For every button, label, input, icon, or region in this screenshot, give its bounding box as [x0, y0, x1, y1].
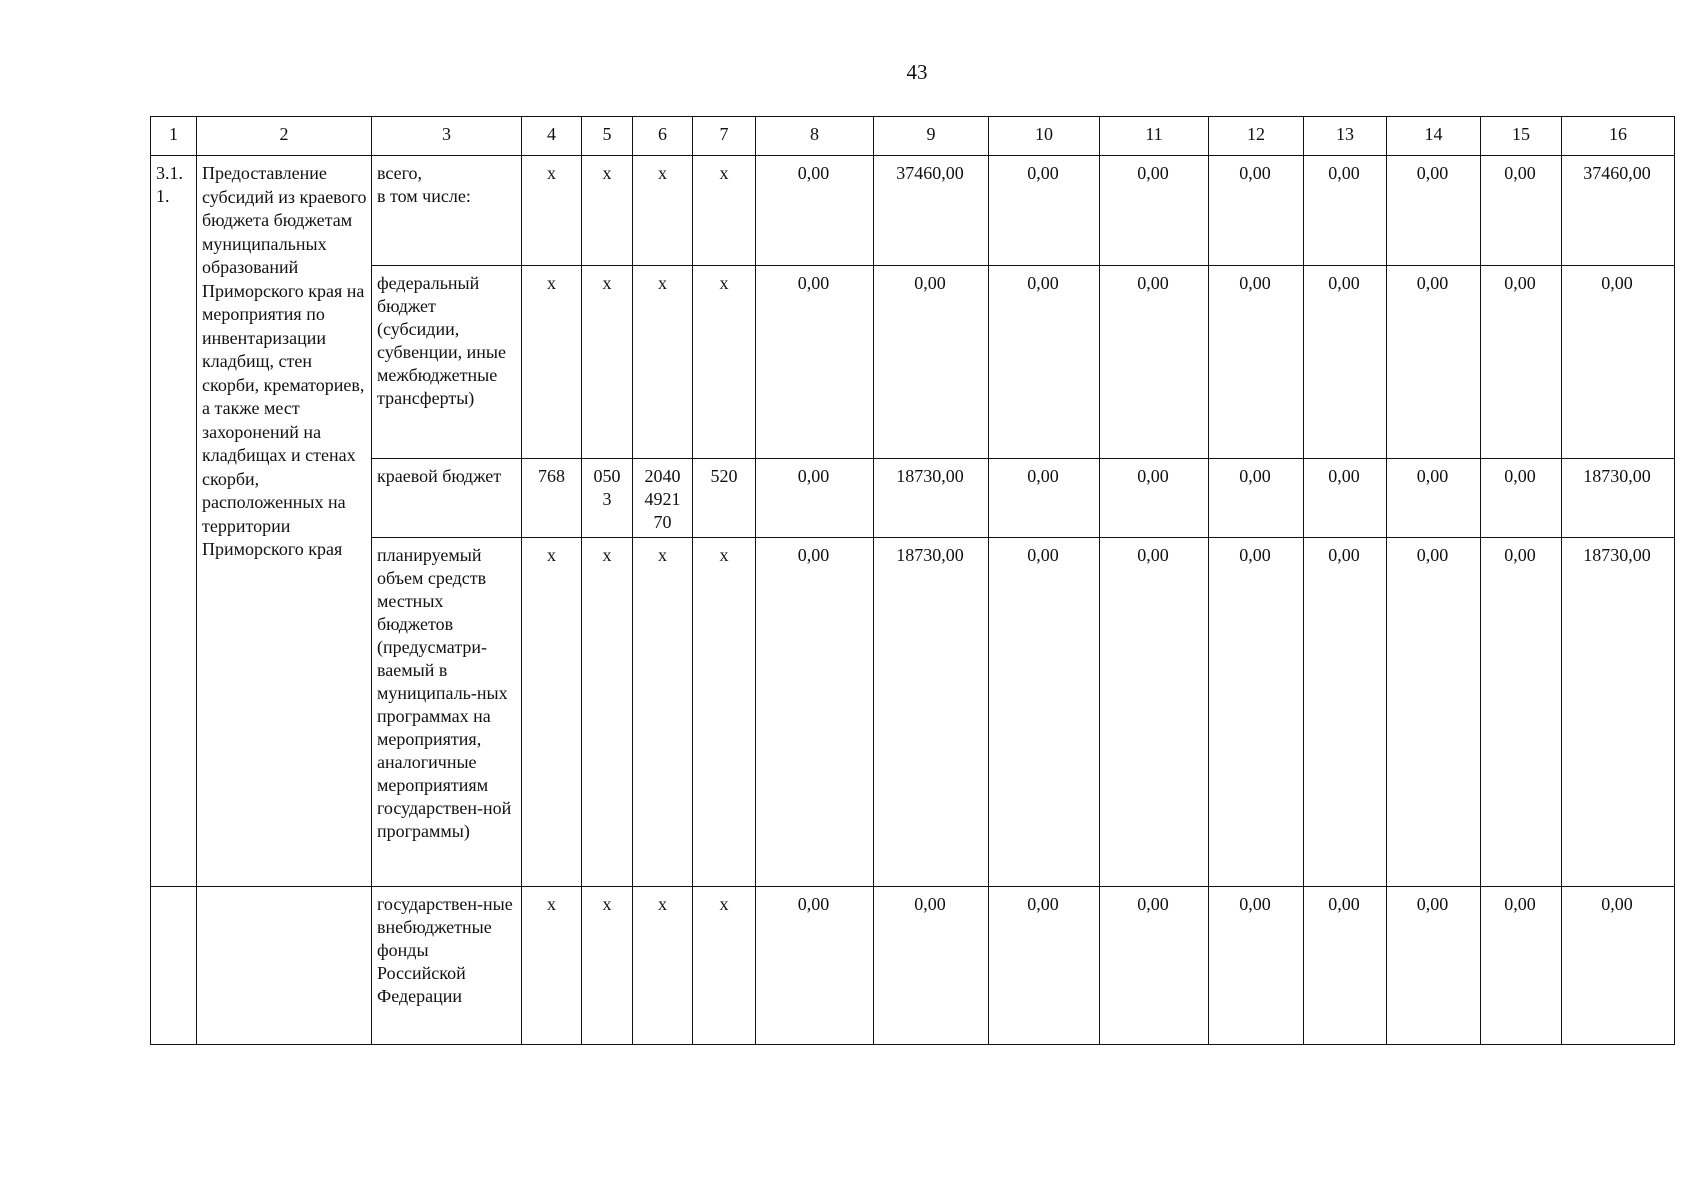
value-cell: 0,00 — [1387, 538, 1481, 887]
code-cell: x — [633, 887, 693, 1045]
column-header: 7 — [693, 117, 756, 156]
code-cell: x — [582, 266, 633, 459]
value-cell: 0,00 — [756, 887, 874, 1045]
value-cell: 0,00 — [1387, 156, 1481, 266]
column-header: 5 — [582, 117, 633, 156]
value-cell: 0,00 — [756, 459, 874, 538]
value-cell: 0,00 — [1100, 538, 1209, 887]
code-cell: 050 3 — [582, 459, 633, 538]
value-cell: 0,00 — [1304, 538, 1387, 887]
column-header: 15 — [1481, 117, 1562, 156]
value-cell: 0,00 — [1304, 266, 1387, 459]
code-cell: 520 — [693, 459, 756, 538]
code-cell: x — [522, 887, 582, 1045]
empty-cell — [151, 887, 197, 1045]
value-cell: 0,00 — [1387, 266, 1481, 459]
code-cell: x — [693, 266, 756, 459]
code-cell: x — [522, 538, 582, 887]
value-cell: 0,00 — [1209, 538, 1304, 887]
value-cell: 0,00 — [1387, 459, 1481, 538]
column-header: 2 — [197, 117, 372, 156]
table-row — [151, 156, 1675, 266]
code-cell: x — [522, 266, 582, 459]
value-cell: 0,00 — [1562, 266, 1675, 459]
column-header: 1 — [151, 117, 197, 156]
budget-table — [150, 116, 1675, 1045]
funding-source: планируемый объем средств местных бюджетов (предусматри-ваемый в муниципаль-ных программах на мероприятия, аналогичные мероприятиям государствен-ной программы) — [372, 538, 522, 887]
value-cell: 37460,00 — [1562, 156, 1675, 266]
value-cell: 0,00 — [756, 538, 874, 887]
value-cell: 0,00 — [1304, 156, 1387, 266]
column-header: 16 — [1562, 117, 1675, 156]
item-number: 3.1. 1. — [151, 156, 197, 887]
value-cell: 0,00 — [1481, 266, 1562, 459]
value-cell: 0,00 — [989, 459, 1100, 538]
code-cell: x — [693, 538, 756, 887]
table-row — [151, 887, 1675, 1045]
value-cell: 0,00 — [989, 156, 1100, 266]
table-row — [151, 266, 1675, 459]
value-cell: 37460,00 — [874, 156, 989, 266]
code-cell: x — [582, 538, 633, 887]
value-cell: 18730,00 — [1562, 459, 1675, 538]
column-header: 3 — [372, 117, 522, 156]
code-cell: x — [633, 266, 693, 459]
code-cell: x — [522, 156, 582, 266]
value-cell: 0,00 — [1387, 887, 1481, 1045]
code-cell: x — [582, 887, 633, 1045]
column-header: 6 — [633, 117, 693, 156]
value-cell: 0,00 — [1481, 887, 1562, 1045]
value-cell: 0,00 — [1304, 459, 1387, 538]
column-header: 10 — [989, 117, 1100, 156]
value-cell: 0,00 — [989, 538, 1100, 887]
funding-source: всего, в том числе: — [372, 156, 522, 266]
column-header-row — [151, 117, 1675, 156]
code-cell: x — [633, 538, 693, 887]
table-row — [151, 459, 1675, 538]
code-cell: x — [633, 156, 693, 266]
column-header: 4 — [522, 117, 582, 156]
funding-source: краевой бюджет — [372, 459, 522, 538]
value-cell: 0,00 — [1481, 156, 1562, 266]
value-cell: 0,00 — [1209, 266, 1304, 459]
column-header: 14 — [1387, 117, 1481, 156]
code-cell: x — [693, 887, 756, 1045]
code-cell: x — [582, 156, 633, 266]
value-cell: 0,00 — [1304, 887, 1387, 1045]
code-cell: 2040 4921 70 — [633, 459, 693, 538]
value-cell: 0,00 — [1209, 459, 1304, 538]
value-cell: 18730,00 — [874, 459, 989, 538]
value-cell: 0,00 — [989, 266, 1100, 459]
code-cell: 768 — [522, 459, 582, 538]
value-cell: 0,00 — [1481, 538, 1562, 887]
table-row — [151, 538, 1675, 887]
value-cell: 18730,00 — [1562, 538, 1675, 887]
value-cell: 0,00 — [874, 266, 989, 459]
value-cell: 0,00 — [989, 887, 1100, 1045]
value-cell: 18730,00 — [874, 538, 989, 887]
value-cell: 0,00 — [756, 156, 874, 266]
value-cell: 0,00 — [1100, 459, 1209, 538]
code-cell: x — [693, 156, 756, 266]
value-cell: 0,00 — [1481, 459, 1562, 538]
column-header: 12 — [1209, 117, 1304, 156]
value-cell: 0,00 — [1100, 887, 1209, 1045]
value-cell: 0,00 — [1100, 266, 1209, 459]
funding-source: государствен-ные внебюджетные фонды Российской Федерации — [372, 887, 522, 1045]
value-cell: 0,00 — [1209, 887, 1304, 1045]
value-cell: 0,00 — [1209, 156, 1304, 266]
empty-cell — [197, 887, 372, 1045]
column-header: 8 — [756, 117, 874, 156]
column-header: 9 — [874, 117, 989, 156]
value-cell: 0,00 — [874, 887, 989, 1045]
page-number: 43 — [906, 60, 928, 84]
item-description: Предоставление субсидий из краевого бюджета бюджетам муниципальных образований Приморского края на мероприятия по инвентаризации кладбищ, стен скорби, крематориев, а также мест захоронений на кладбищах и стенах скорби, расположенных на территории Приморского края — [197, 156, 372, 887]
column-header: 11 — [1100, 117, 1209, 156]
value-cell: 0,00 — [756, 266, 874, 459]
funding-source: федеральный бюджет (субсидии, субвенции, иные межбюджетные трансферты) — [372, 266, 522, 459]
column-header: 13 — [1304, 117, 1387, 156]
value-cell: 0,00 — [1562, 887, 1675, 1045]
value-cell: 0,00 — [1100, 156, 1209, 266]
